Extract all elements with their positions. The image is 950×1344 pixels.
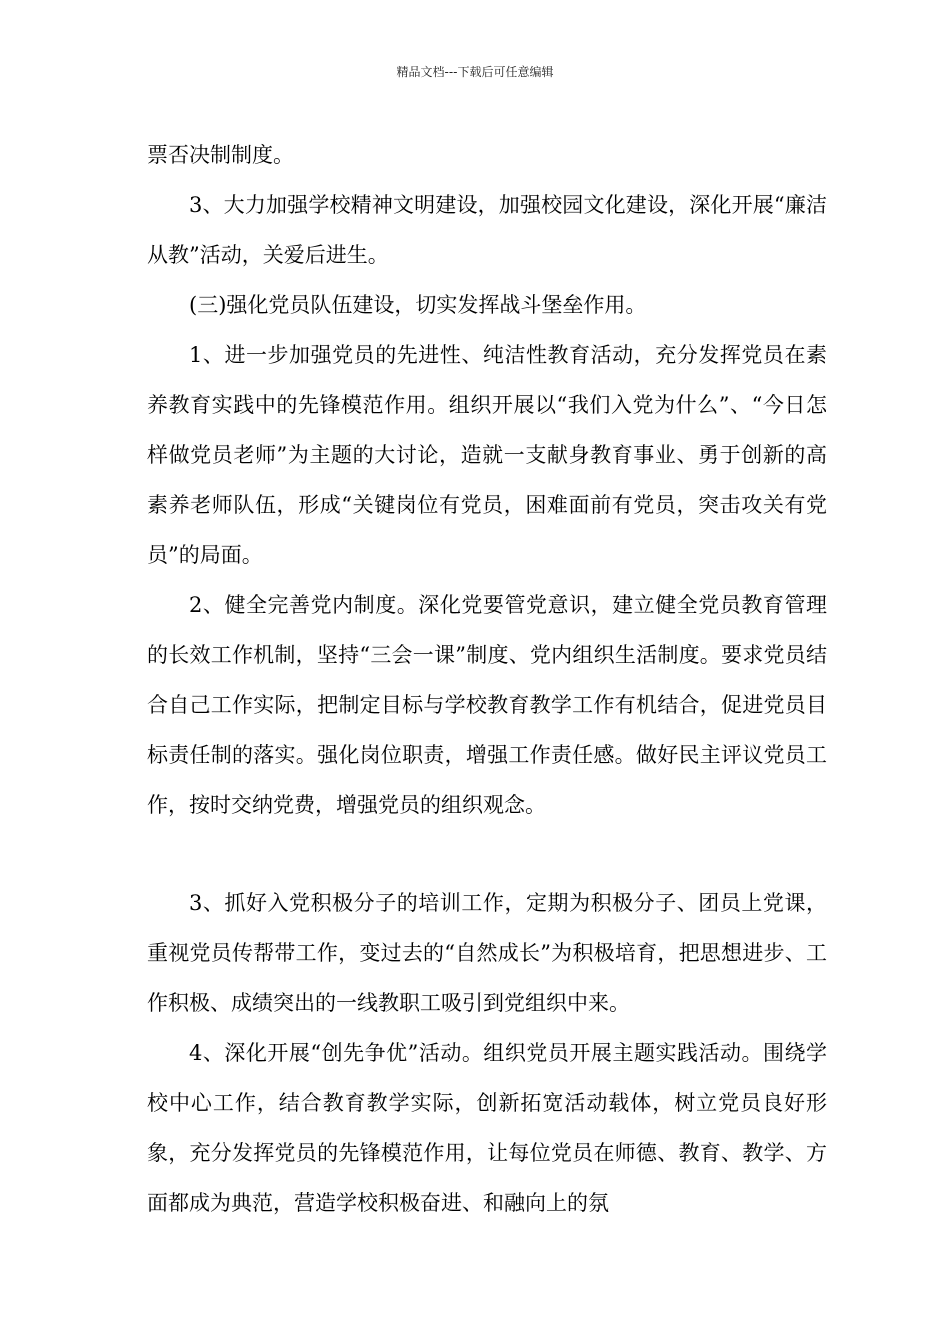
section-heading-3: (三)强化党员队伍建设，切实发挥战斗堡垒作用。 xyxy=(189,293,647,317)
paragraph-item-3-training: 3、抓好入党积极分子的培训工作，定期为积极分子、团员上党课，重视党员传帮带工作，变过去的“自然成长”为积极培育，把思想进步、工作积极、成绩突出的一线教职工吸引到党组织中来。 xyxy=(147,891,827,1015)
paragraph-continuation: 票否决制制度。 xyxy=(147,143,294,167)
paragraph-item-2-system: 2、健全完善党内制度。深化党要管党意识，建立健全党员教育管理的长效工作机制，坚持“三会一课”制度、党内组织生活制度。要求党员结合自己工作实际，把制定目标与学校教育教学工作有机结合，促进党员目标责任制的落实。强化岗位职责，增强工作责任感。做好民主评议党员工作，按时交纳党费，增强党员的组织观念。 xyxy=(147,593,827,817)
document-body xyxy=(147,130,827,1228)
blank-gap xyxy=(147,830,827,878)
paragraph-item-4-activity: 4、深化开展“创先争优”活动。组织党员开展主题实践活动。围绕学校中心工作，结合教育教学实际，创新拓宽活动载体，树立党员良好形象，充分发挥党员的先锋模范作用，让每位党员在师德、教育、教学、方面都成为典范，营造学校积极奋进、和融向上的氛 xyxy=(147,1041,827,1215)
paragraph-item-3-culture: 3、大力加强学校精神文明建设，加强校园文化建设，深化开展“廉洁从教”活动，关爱后进生。 xyxy=(147,193,827,267)
page-header: 精品文档---下载后可任意编辑 xyxy=(396,65,554,79)
paragraph-item-1-education: 1、进一步加强党员的先进性、纯洁性教育活动，充分发挥党员在素养教育实践中的先锋模范作用。组织开展以“我们入党为什么”、“今日怎样做党员老师”为主题的大讨论，造就一支献身教育事业、勇于创新的高素养老师队伍，形成“关键岗位有党员，困难面前有党员，突击攻关有党员”的局面。 xyxy=(147,343,827,567)
